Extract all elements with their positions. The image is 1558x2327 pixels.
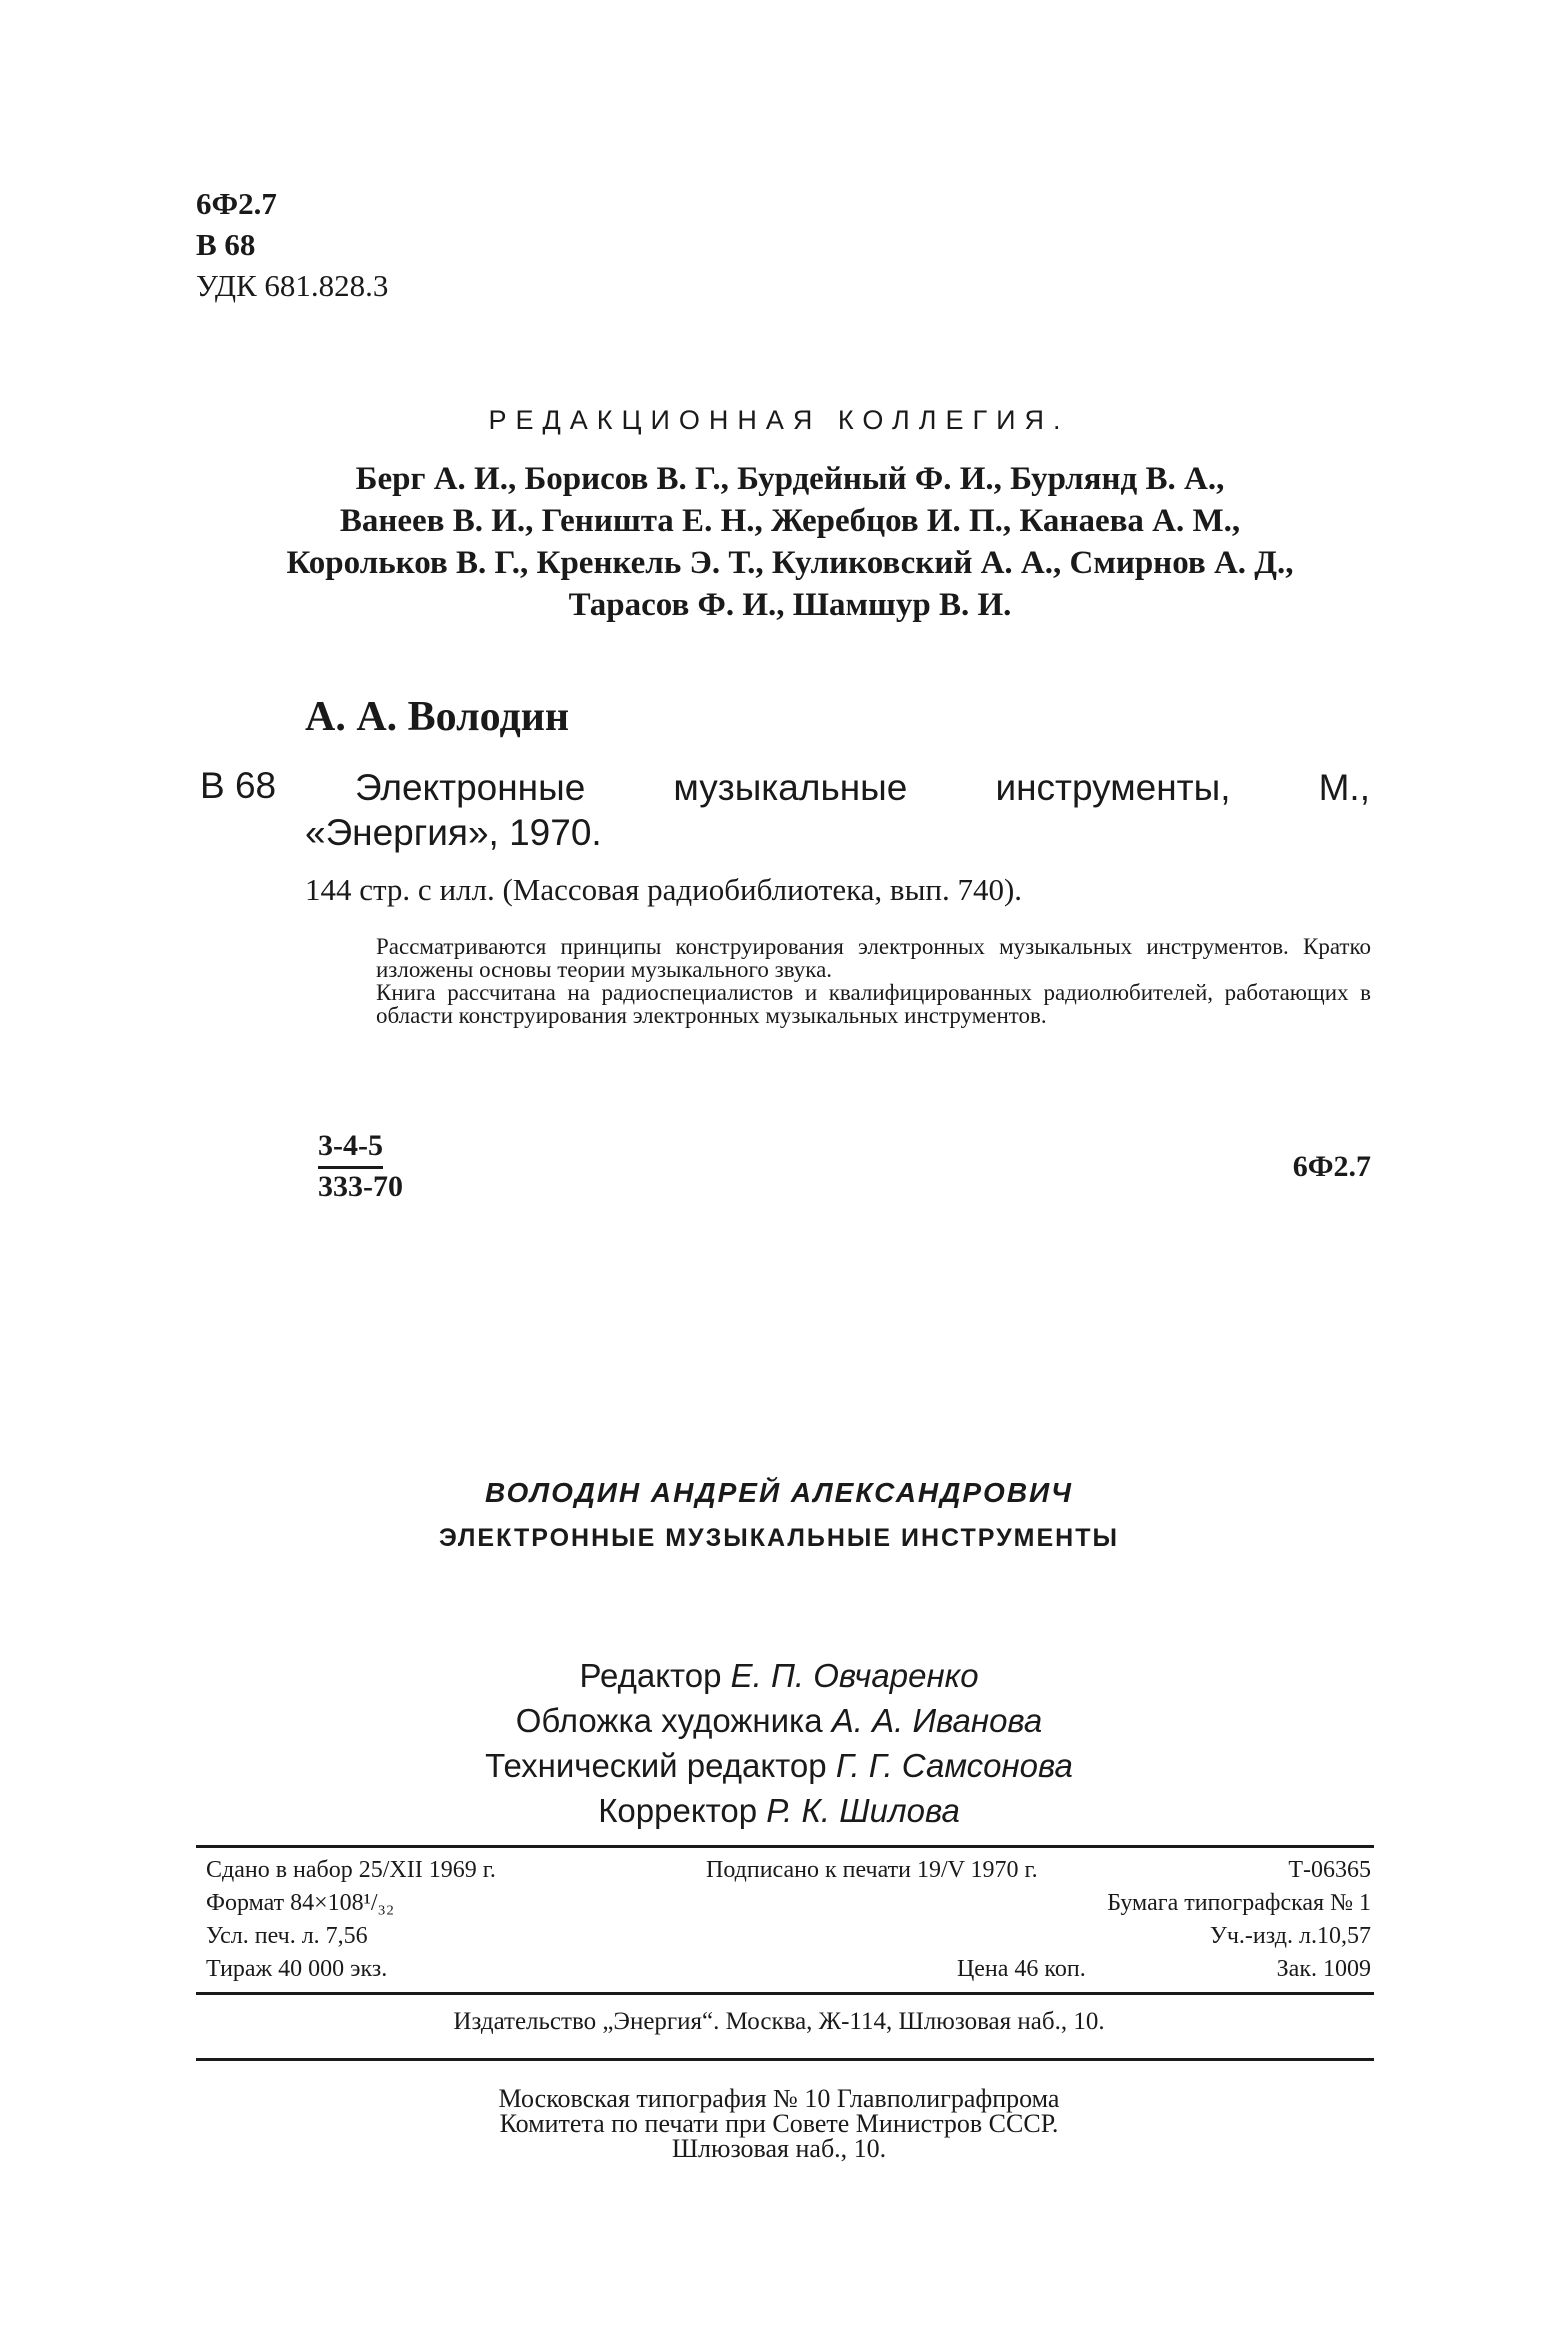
board-line: Ванеев В. И., Геништа Е. Н., Жеребцов И. П., Канаева А. М., (339, 503, 1241, 539)
imprint-permit: Т-06365 (1288, 1857, 1371, 1883)
imprint-signed: Подписано к печати 19/V 1970 г. (706, 1857, 1038, 1883)
imprint-order: Зак. 1009 (1276, 1956, 1371, 1982)
printer-line: Шлюзовая наб., 10. (671, 2134, 887, 2163)
annotation (376, 935, 1371, 1027)
credit-name: Е. П. Овчаренко (730, 1657, 979, 1694)
credit-role: Редактор (579, 1657, 722, 1694)
imprint-row (206, 1953, 1371, 1986)
index-fraction (318, 1128, 403, 1205)
editorial-board-members (190, 458, 1390, 626)
printer-info (0, 2086, 1558, 2161)
imprint-print-sheets: Усл. печ. л. 7,56 (206, 1923, 368, 1949)
imprint-format: Формат 84×108¹/₃₂ (206, 1890, 395, 1916)
credit-row (0, 1653, 1558, 1698)
book-author: А. А. Володин (305, 694, 570, 740)
imprint-row (206, 1887, 1371, 1920)
imprint-table (206, 1854, 1371, 1986)
credit-name: А. А. Иванова (831, 1702, 1043, 1739)
title-word: музыкальные (673, 767, 908, 808)
catalog-code: В 68 (200, 765, 277, 806)
board-line: Корольков В. Г., Кренкель Э. Т., Куликовский А. А., Смирнов А. Д., (286, 545, 1294, 581)
udk-code: УДК 681.828.3 (196, 268, 389, 303)
divider (196, 1992, 1374, 1995)
publisher-year: «Энергия», 1970. (305, 812, 602, 853)
book-title (305, 765, 1370, 855)
imprint-price: Цена 46 коп. (956, 1956, 1086, 1982)
imprint-row (206, 1854, 1371, 1887)
imprint-typeset: Сдано в набор 25/XII 1969 г. (206, 1857, 496, 1883)
divider (196, 2058, 1374, 2061)
credit-name: Г. Г. Самсонова (835, 1747, 1073, 1784)
bbk-code: 6Ф2.7 (196, 186, 277, 221)
credit-row (0, 1743, 1558, 1788)
divider (196, 1845, 1374, 1848)
index-denominator: 333-70 (318, 1170, 403, 1203)
board-line: Тарасов Ф. И., Шамшур В. И. (568, 587, 1012, 623)
credit-role: Технический редактор (485, 1747, 827, 1784)
full-book-title: ЭЛЕКТРОННЫЕ МУЗЫКАЛЬНЫЕ ИНСТРУМЕНТЫ (439, 1524, 1119, 1552)
index-numerator: 3-4-5 (318, 1128, 383, 1169)
imprint-row (206, 1920, 1371, 1953)
full-author-name: ВОЛОДИН АНДРЕЙ АЛЕКСАНДРОВИЧ (484, 1477, 1073, 1508)
imprint-paper: Бумага типографская № 1 (1107, 1890, 1371, 1916)
credit-name: Р. К. Шилова (766, 1792, 960, 1829)
imprint-pub-sheets: Уч.-изд. л.10,57 (1209, 1923, 1371, 1949)
credits (0, 1653, 1558, 1833)
printer-line: Московская типография № 10 Главполиграфпрома (498, 2084, 1060, 2113)
title-word: Электронные (355, 767, 586, 808)
board-line: Берг А. И., Борисов В. Г., Бурдейный Ф. И., Бурлянд В. А., (355, 461, 1225, 497)
title-word: инструменты, (995, 767, 1231, 808)
page-count: 144 стр. с илл. (Массовая радиобиблиотека, вып. 740). (305, 872, 1023, 907)
imprint-circulation: Тираж 40 000 экз. (206, 1956, 388, 1982)
annotation-paragraph: Книга рассчитана на радиоспециалистов и квалифицированных радиолюбителей, работающих в области конструирования электронных музыкальных инструментов. (376, 980, 1371, 1028)
editorial-board-title: РЕДАКЦИОННАЯ КОЛЛЕГИЯ. (488, 405, 1070, 435)
publisher-address: Издательство „Энергия“. Москва, Ж-114, Шлюзовая наб., 10. (453, 2008, 1105, 2035)
classification-codes (196, 183, 388, 306)
credit-row (0, 1788, 1558, 1833)
title-word: М., (1318, 767, 1370, 808)
credit-role: Корректор (598, 1792, 758, 1829)
annotation-paragraph: Рассматриваются принципы конструирования электронных музыкальных инструментов. Кратко изложены основы теории музыкального звука. (376, 934, 1371, 982)
printer-line: Комитета по печати при Совете Министров СССР. (499, 2109, 1059, 2138)
author-mark: В 68 (196, 227, 256, 262)
credit-row (0, 1698, 1558, 1743)
index-right-code: 6Ф2.7 (1292, 1150, 1371, 1183)
credit-role: Обложка художника (515, 1702, 823, 1739)
